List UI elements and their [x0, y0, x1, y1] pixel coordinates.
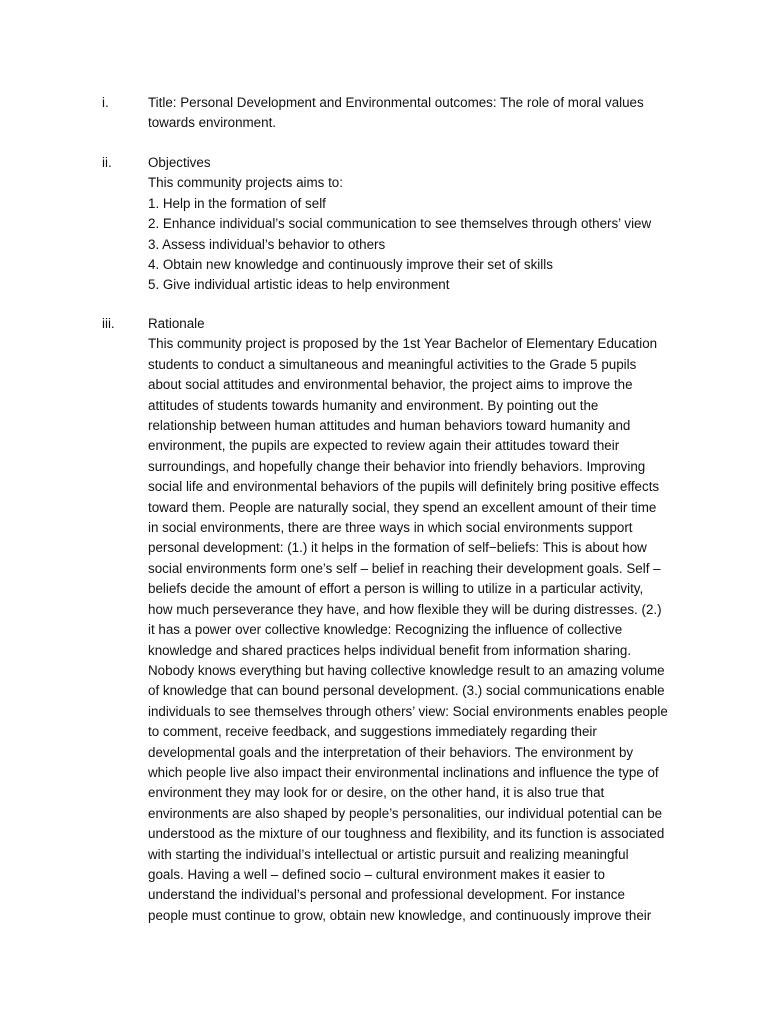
paragraph-line: toward them. People are naturally social, they spend an excellent amount of their time [148, 499, 657, 515]
title-line: towards environment. [148, 115, 277, 131]
paragraph-line: with starting the individual’s intellectual or artistic pursuit and realizing meaningful [148, 846, 629, 862]
section-heading: Objectives [148, 155, 211, 170]
paragraph-line: goals. Having a well – defined socio – cultural environment makes it easier to [148, 866, 606, 882]
paragraph-line: This community project is proposed by the 1st Year Bachelor of Elementary Education [148, 336, 658, 352]
paragraph-line: social environments form one’s self – belief in reaching their development goals. Self – [148, 560, 661, 576]
paragraph-line: developmental goals and the interpretation of their behaviors. The environment by [148, 744, 634, 760]
objectives-intro: This community projects aims to: [148, 175, 343, 191]
section-numeral: iii. [102, 316, 115, 331]
paragraph-line: individuals to see themselves through others’ view: Social environments enables people [148, 703, 668, 719]
objective-item: 5. Give individual artistic ideas to help environment [148, 277, 450, 293]
paragraph-line: social life and environmental behaviors of the pupils will definitely bring positive effects [148, 479, 660, 495]
objective-item: 3. Assess individual’s behavior to others [148, 236, 386, 252]
objective-item: 4. Obtain new knowledge and continuously improve their set of skills [148, 257, 553, 273]
paragraph-line: knowledge and shared practices helps individual benefit from information sharing. [148, 642, 632, 658]
paragraph-line: in social environments, there are three ways in which social environments support [148, 520, 633, 536]
section-heading: Rationale [148, 316, 205, 331]
objective-item: 1. Help in the formation of self [148, 195, 326, 211]
paragraph-line: environments are also shaped by people’s personalities, our individual potential can be [148, 805, 663, 821]
section-body [148, 314, 688, 926]
objective-item: 2. Enhance individual’s social communication to see themselves through others’ view [148, 216, 652, 232]
paragraph-line: of knowledge that can bound personal development. (3.) social communications enable [148, 683, 665, 699]
paragraph-line: relationship between human attitudes and human behaviors toward humanity and [148, 418, 631, 434]
paragraph-line: Nobody knows everything but having collective knowledge result to an amazing volume [148, 662, 665, 678]
paragraph-line: which people live also impact their environmental inclinations and influence the type of [148, 764, 659, 780]
paragraph-line: how much perseverance they have, and how flexible they will be during distresses. (2.) [148, 601, 662, 617]
paragraph-line: personal development: (1.) it helps in the formation of self−beliefs: This is about how [148, 540, 647, 556]
paragraph-line: environment they may look for or desire, on the other hand, it is also true that [148, 785, 605, 801]
paragraph-line: surroundings, and hopefully change their behavior into friendly behaviors. Improving [148, 458, 646, 474]
section-body [148, 93, 688, 134]
paragraph-line: to comment, receive feedback, and suggestions immediately regarding their [148, 724, 597, 740]
paragraph-line: attitudes of students towards humanity and environment. By pointing out the [148, 397, 599, 413]
paragraph-line: it has a power over collective knowledge: Recognizing the influence of collective [148, 622, 623, 638]
paragraph-line: environment, the pupils are expected to review again their attitudes toward their [148, 438, 620, 454]
paragraph-line: about social attitudes and environmental behavior, the project aims to improve the [148, 377, 633, 393]
section-body [148, 153, 688, 296]
section-numeral: ii. [102, 155, 112, 170]
paragraph-line: people must continue to grow, obtain new knowledge, and continuously improve their [148, 907, 652, 923]
title-line: Title: Personal Development and Environmental outcomes: The role of moral values [148, 95, 644, 110]
paragraph-line: understand the individual’s personal and professional development. For instance [148, 887, 625, 903]
section-numeral: i. [102, 95, 109, 110]
paragraph-line: understood as the mixture of our toughness and flexibility, and its function is associated [148, 826, 665, 842]
paragraph-line: beliefs decide the amount of effort a person is willing to utilize in a particular activity, [148, 581, 644, 597]
paragraph-line: students to conduct a simultaneous and meaningful activities to the Grade 5 pupils [148, 356, 637, 372]
